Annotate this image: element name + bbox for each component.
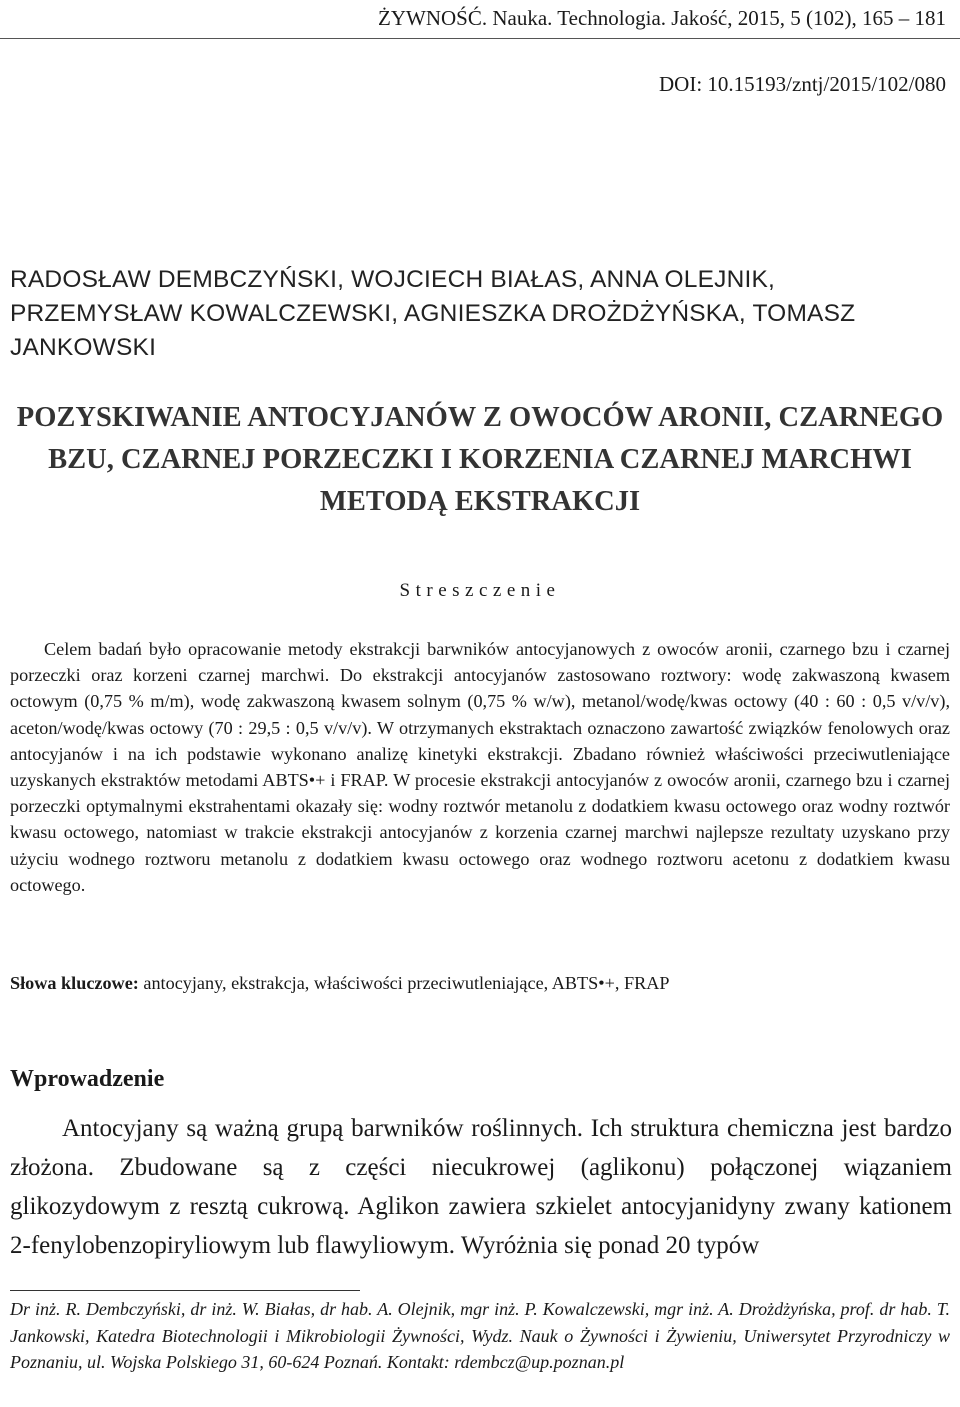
section-heading-introduction: Wprowadzenie [10, 1066, 165, 1092]
abstract [10, 636, 950, 898]
keywords-text: antocyjany, ekstrakcja, właściwości przeciwutleniające, ABTS•+, FRAP [138, 973, 670, 993]
footnote-text: Dr inż. R. Dembczyński, dr inż. W. Białas, dr hab. A. Olejnik, mgr inż. P. Kowalczewski, mgr inż. A. Drożdżyńska, prof. dr hab. T. Jankowski, Katedra Biotechnologii i Mikrobiologii Żywności, Wydz. Nauk o Żywności i Żywieniu, Uniwersytet Przyrodniczy w Poznaniu, ul. Wojska Polskiego 31, 60-624 Poznań. Kontakt: rdembcz@up.poznan.pl [10, 1299, 950, 1372]
header-divider [0, 38, 960, 39]
abstract-heading: Streszczenie [399, 580, 561, 601]
footnote-divider [10, 1290, 360, 1291]
keywords [10, 970, 950, 996]
doi: DOI: 10.15193/zntj/2015/102/080 [659, 72, 946, 96]
abstract-text: Celem badań było opracowanie metody ekstrakcji barwników antocyjanowych z owoców aronii, czarnego bzu i czarnej porzeczki oraz korzeni czarnej marchwi. Do ekstrakcji antocyjanów zastosowano roztwory: wodę zakwaszoną kwasem octowym (0,75 % m/m), wodę zakwaszoną kwasem solnym (0,75 % w/w), metanol/wodę/kwas octowy (40 : 60 : 0,5 v/v/v), aceton/wodę/kwas octowy (70 : 29,5 : 0,5 v/v/v). W otrzymanych ekstraktach oznaczono zawartość związków fenolowych oraz antocyjanów i na ich podstawie wykonano analizę kinetyki ekstrakcji. Zbadano również właściwości przeciwutleniające uzyskanych ekstraktów metodami ABTS•+ i FRAP. W procesie ekstrakcji antocyjanów z owoców aronii, czarnego bzu i czarnej porzeczki optymalnymi ekstrahentami okazały się: wodny roztwór metanolu z dodatkiem kwasu octowego oraz wodny roztwór kwasu octowego, natomiast w trakcie ekstrakcji antocyjanów z korzenia czarnej marchwi najlepsze rezultaty uzyskano przy użyciu wodnego roztworu metanolu z dodatkiem kwasu octowego oraz wodnego roztworu acetonu z dodatkiem kwasu octowego. [10, 639, 950, 895]
footnote [10, 1296, 950, 1376]
keywords-label: Słowa kluczowe: [10, 973, 139, 993]
introduction [10, 1109, 952, 1265]
introduction-text: Antocyjany są ważną grupą barwników roślinnych. Ich struktura chemiczna jest bardzo złożona. Zbudowane są z części niecukrowej (aglikonu) połączonej wiązaniem glikozydowym z resztą cukrową. Aglikon zawiera szkielet antocyjanidyny zwany kationem 2-fenylobenzopiryliowym lub flawyliowym. Wyróżnia się ponad 20 typów [10, 1115, 952, 1259]
paper-title: POZYSKIWANIE ANTOCYJANÓW Z OWOCÓW ARONII, CZARNEGO BZU, CZARNEJ PORZECZKI I KORZENIA CZARNEJ MARCHWI METODĄ EKSTRAKCJI [16, 402, 944, 517]
journal-citation: ŻYWNOŚĆ. Nauka. Technologia. Jakość, 2015, 5 (102), 165 – 181 [378, 6, 946, 30]
author-list: RADOSŁAW DEMBCZYŃSKI, WOJCIECH BIAŁAS, ANNA OLEJNIK, PRZEMYSŁAW KOWALCZEWSKI, AGNIESZKA DROŻDŻYŃSKA, TOMASZ JANKOWSKI [10, 266, 856, 361]
